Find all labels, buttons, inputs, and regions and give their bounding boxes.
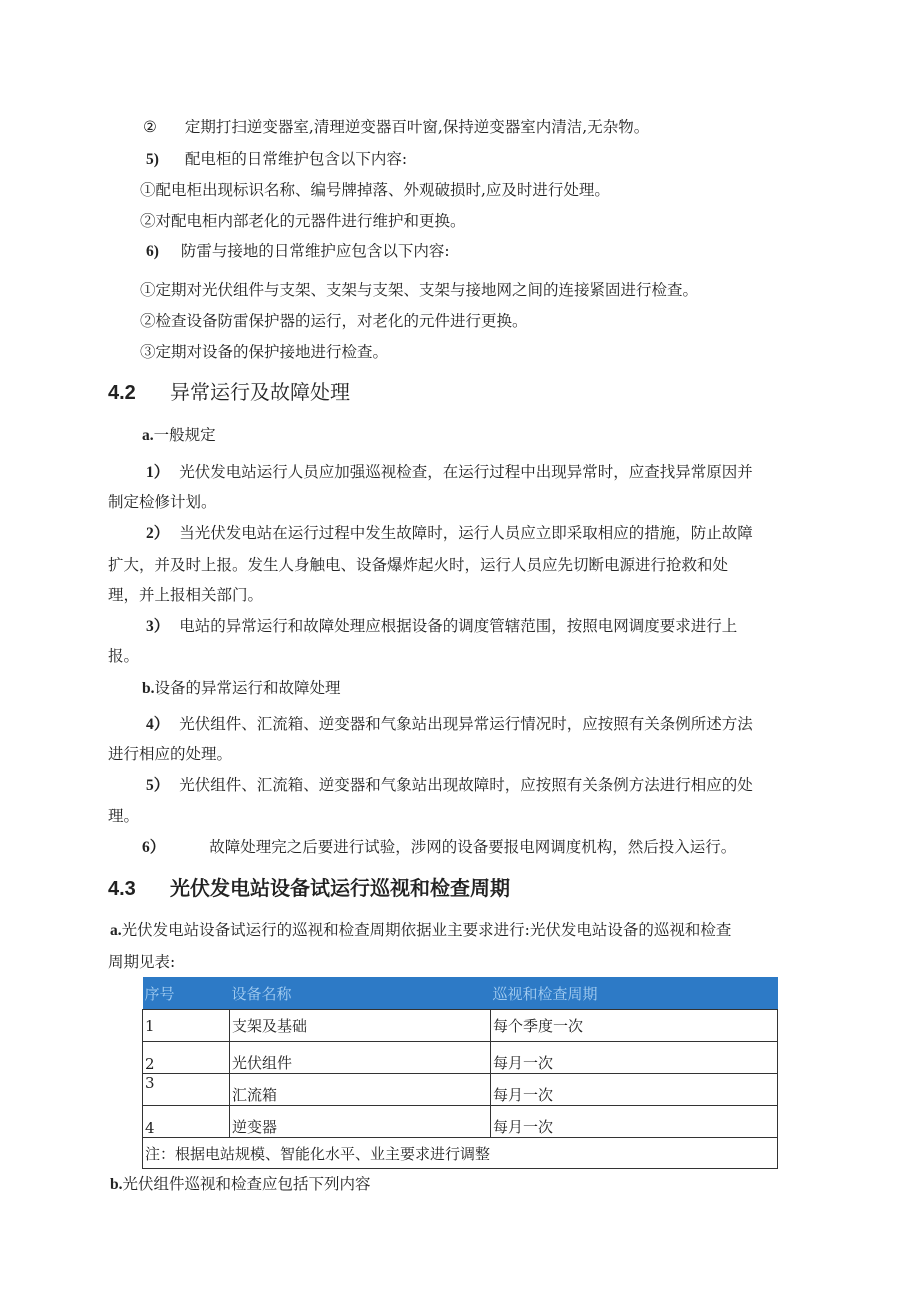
- para-2-line-3: 理，并上报相关部门。: [108, 586, 264, 604]
- maint-line-8: ③定期对设备的保护接地进行检查。: [140, 343, 389, 361]
- para-1-line-1: 1） 光伏发电站运行人员应加强巡视检查，在运行过程中出现异常时，应查找异常原因并: [146, 463, 753, 481]
- para-3-line-2: 报。: [108, 647, 140, 665]
- para-2-line-2: 扩大，并及时上报。发生人身触电、设备爆炸起火时，运行人员应先切断电源进行抢救和处: [108, 556, 729, 574]
- cell-period: 每月一次: [491, 1074, 778, 1106]
- item-number: 5): [146, 151, 159, 168]
- para-5-line-2: 理。: [108, 807, 140, 825]
- cell-index: 3: [143, 1074, 230, 1106]
- section-number: 4.2: [108, 382, 136, 404]
- para-4-line-1: 4） 光伏组件、汇流箱、逆变器和气象站出现异常运行情况时，应按照有关条例所述方法: [146, 715, 753, 733]
- item-number: 1）: [146, 464, 170, 481]
- table-header-row: [143, 977, 778, 1010]
- table-note-row: [143, 1138, 778, 1169]
- item-number: 3）: [146, 618, 170, 635]
- cell-period: 每个季度一次: [491, 1010, 778, 1042]
- s43-b-line: b.光伏组件巡视和检查应包括下列内容: [110, 1175, 371, 1193]
- section-title: 异常运行及故障处理: [170, 380, 350, 404]
- cell-period: 每月一次: [491, 1106, 778, 1138]
- maint-line-2: [146, 149, 407, 170]
- para-3-line-1: 3） 电站的异常运行和故障处理应根据设备的调度管辖范围，按照电网调度要求进行上: [146, 617, 738, 635]
- inspection-period-table: [142, 977, 778, 1169]
- table-row: [143, 1074, 778, 1106]
- s43-a-line-1: a.光伏发电站设备试运行的巡视和检查周期依据业主要求进行:光伏发电站设备的巡视和检查: [110, 921, 732, 939]
- cell-equipment: 逆变器: [230, 1106, 491, 1138]
- cell-index: 2: [143, 1042, 230, 1074]
- item-text: 定期打扫逆变器室,清理逆变器百叶窗,保持逆变器室内清洁,无杂物。: [184, 118, 650, 136]
- section-number: 4.3: [108, 878, 136, 900]
- para-5-line-1: 5） 光伏组件、汇流箱、逆变器和气象站出现故障时，应按照有关条例方法进行相应的处: [146, 776, 753, 794]
- cell-period: 每月一次: [491, 1042, 778, 1074]
- item-number: 6): [146, 243, 159, 260]
- para-2-line-1: 2） 当光伏发电站在运行过程中发生故障时，运行人员应立即采取相应的措施，防止故障: [146, 524, 753, 542]
- maint-line-4: ②对配电柜内部老化的元器件进行维护和更换。: [140, 212, 466, 230]
- item-number: 6）: [142, 839, 166, 856]
- table-row: [143, 1010, 778, 1042]
- header-index: 序号: [143, 977, 230, 1010]
- table-note: 注：根据电站规模、智能化水平、业主要求进行调整: [143, 1138, 778, 1169]
- s43-a-line-2: 周期见表:: [108, 953, 176, 971]
- item-text: 配电柜的日常维护包含以下内容:: [184, 150, 408, 168]
- section-heading-4-3: [108, 874, 510, 904]
- maint-line-1: [143, 117, 649, 137]
- cell-equipment: 支架及基础: [230, 1010, 491, 1042]
- cell-index: 1: [143, 1010, 230, 1042]
- para-1-line-2: 制定检修计划。: [108, 493, 217, 511]
- item-number: 4）: [146, 716, 170, 733]
- maint-line-7: ②检查设备防雷保护器的运行，对老化的元件进行更换。: [140, 312, 528, 330]
- subsection-b: b.设备的异常运行和故障处理: [142, 679, 341, 697]
- para-6-line-1: 6） 故障处理完之后要进行试验，涉网的设备要报电网调度机构，然后投入运行。: [142, 838, 737, 856]
- cell-equipment: 光伏组件: [230, 1042, 491, 1074]
- header-period: 巡视和检查周期: [491, 977, 778, 1010]
- item-number: 5）: [146, 777, 170, 794]
- item-text: 防雷与接地的日常维护应包含以下内容:: [180, 242, 450, 260]
- maint-line-5: [146, 241, 450, 262]
- header-equipment: 设备名称: [230, 977, 491, 1010]
- cell-equipment: 汇流箱: [230, 1074, 491, 1106]
- para-4-line-2: 进行相应的处理。: [108, 745, 233, 763]
- cell-index: 4: [143, 1106, 230, 1138]
- item-mark: ②: [143, 118, 157, 136]
- subsection-a: a.一般规定: [142, 426, 216, 444]
- section-title: 光伏发电站设备试运行巡视和检查周期: [170, 876, 510, 900]
- section-heading-4-2: [108, 378, 350, 408]
- item-number: 2）: [146, 525, 170, 542]
- maint-line-6: ①定期对光伏组件与支架、支架与支架、支架与接地网之间的连接紧固进行检查。: [140, 281, 699, 299]
- table-row: [143, 1106, 778, 1138]
- maint-line-3: ①配电柜出现标识名称、编号牌掉落、外观破损时,应及时进行处理。: [140, 181, 610, 199]
- table-row: [143, 1042, 778, 1074]
